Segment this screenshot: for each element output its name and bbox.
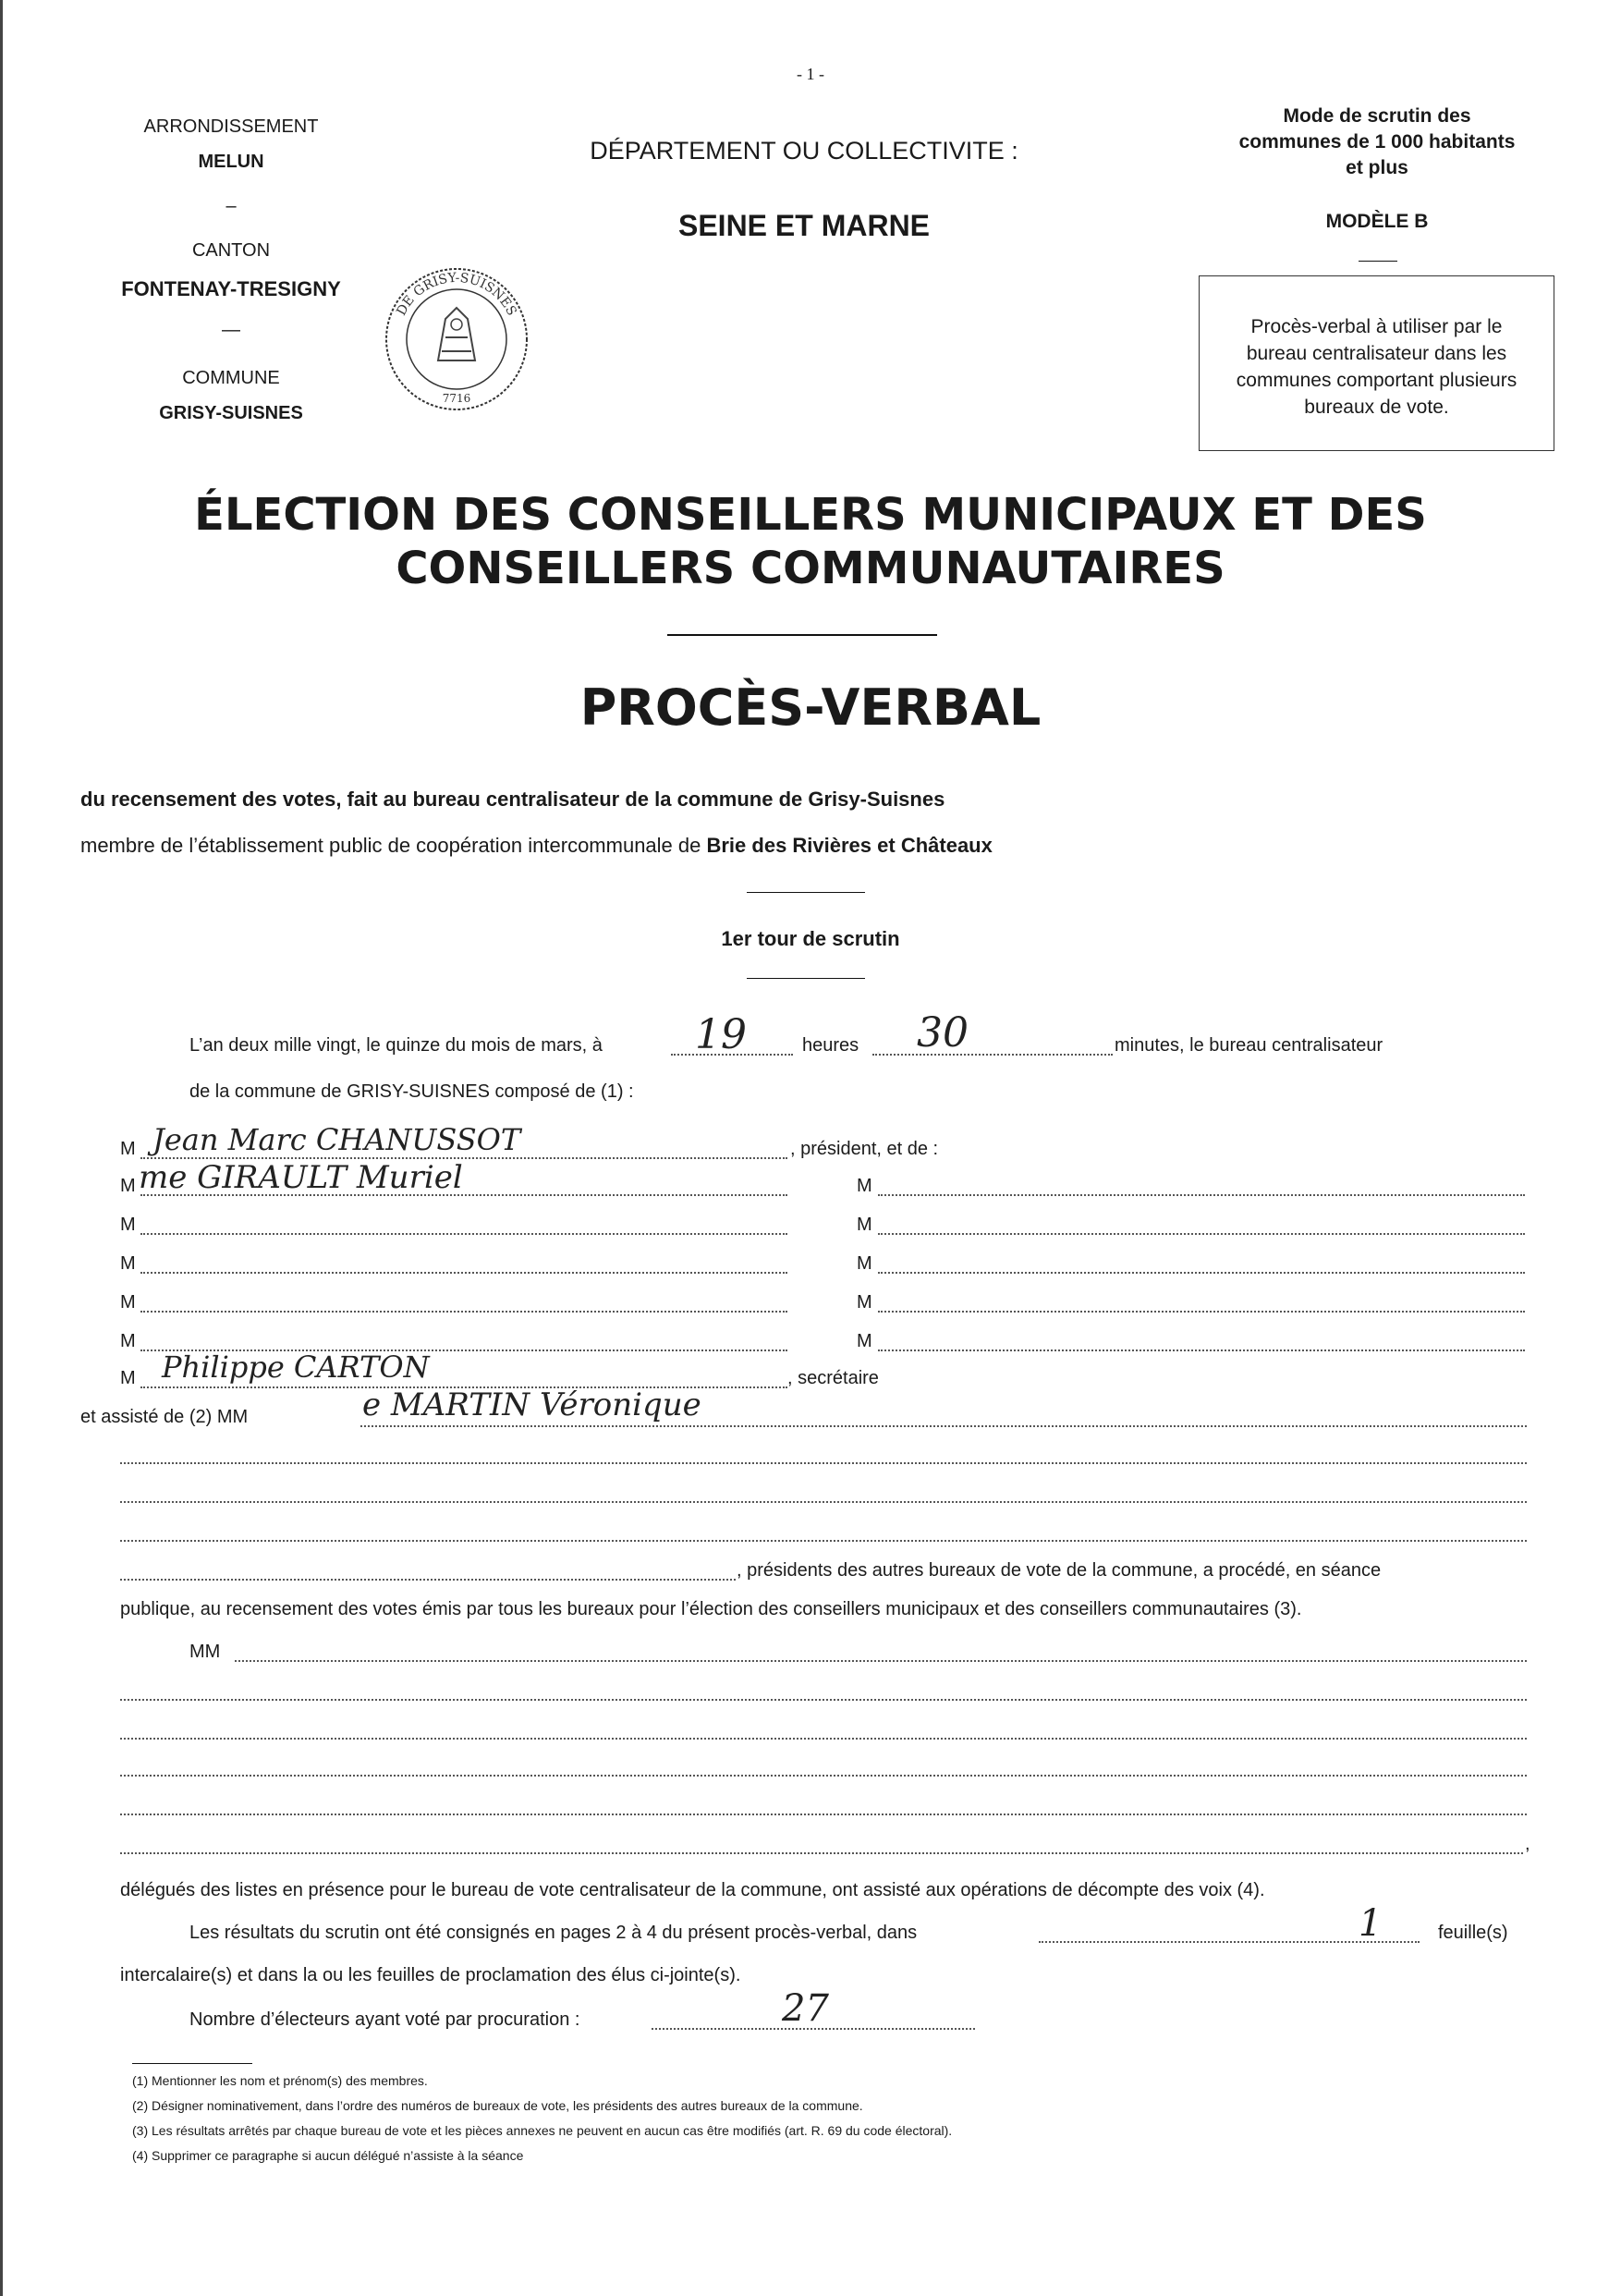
delegues-text: délégués des listes en présence pour le bureau de vote centralisateur de la commune, ont assisté aux opérations de décompte des voix (4). — [120, 1880, 1265, 1900]
member-prefix: M — [857, 1292, 872, 1313]
footnote: (3) Les résultats arrêtés par chaque bureau de vote et les pièces annexes ne peuvent en aucun cas être modifiés (art. R. 69 du code électoral). — [132, 2123, 953, 2138]
intro-text: minutes, le bureau centralisateur — [1115, 1035, 1383, 1056]
member-prefix: M — [120, 1331, 136, 1351]
president-label: , président, et de : — [790, 1139, 939, 1159]
departement-value: SEINE ET MARNE — [677, 209, 931, 242]
box-line: Procès-verbal à utiliser par le — [1250, 316, 1503, 337]
departement-label: DÉPARTEMENT OU COLLECTIVITE : — [590, 137, 1018, 165]
modele-description-box — [1199, 275, 1554, 451]
publique-text: publique, au recensement des votes émis par tous les bureaux pour l’élection des conseillers municipaux et des conseillers communautaires (3). — [120, 1599, 1302, 1619]
assiste-label: et assisté de (2) MM — [80, 1407, 249, 1427]
subtitle-line: du recensement des votes, fait au bureau centralisateur de la commune de Grisy-Suisnes — [80, 788, 945, 811]
mode-scrutin — [1192, 104, 1562, 181]
member-field-line — [140, 1233, 787, 1235]
proces-verbal-title: PROCÈS-VERBAL — [579, 678, 1042, 737]
seal-stamp-icon — [381, 263, 533, 416]
canton-value: FONTENAY-TRESIGNY — [121, 277, 341, 300]
resultats-text: Les résultats du scrutin ont été consignés en pages 2 à 4 du présent procès-verbal, dans — [189, 1923, 918, 1943]
blank-line — [120, 1775, 1527, 1777]
member-prefix: M — [857, 1176, 872, 1196]
heures-label: heures — [802, 1035, 859, 1056]
member-prefix: M — [120, 1292, 136, 1313]
epci-line — [80, 834, 993, 858]
commune-value: GRISY-SUISNES — [159, 403, 303, 423]
seal-number: 7716 — [442, 392, 471, 405]
member-field-line — [878, 1272, 1525, 1274]
feuilles-value: 1 — [1359, 1902, 1383, 1945]
blank-line — [120, 1738, 1527, 1740]
main-title — [0, 488, 1621, 595]
assiste-field-line — [360, 1425, 1527, 1427]
epci-name: Brie des Rivières et Châteaux — [706, 834, 993, 857]
page-number: - 1 - — [797, 65, 824, 83]
box-line: bureaux de vote. — [1304, 397, 1449, 418]
blank-line — [120, 1579, 736, 1581]
blank-line — [120, 1462, 1527, 1464]
footnote: (4) Supprimer ce paragraphe si aucun délégué n’assiste à la séance — [132, 2148, 524, 2163]
box-line: bureau centralisateur dans les — [1246, 343, 1507, 364]
commune-label: COMMUNE — [182, 368, 280, 388]
member-prefix: M — [120, 1215, 136, 1235]
svg-text:DE GRISY-SUISNES — [394, 271, 518, 318]
member-prefix: M — [120, 1253, 136, 1274]
footnote: (2) Désigner nominativement, dans l’ordre des numéros de bureaux de vote, les présidents des autres bureaux de la commune. — [132, 2098, 863, 2113]
footnote-divider — [132, 2063, 252, 2064]
member-field-line — [878, 1350, 1525, 1351]
member-prefix: M — [120, 1368, 136, 1388]
intro-text: L’an deux mille vingt, le quinze du mois de mars, à — [189, 1035, 603, 1056]
blank-line — [120, 1814, 1527, 1815]
member-prefix: M — [857, 1215, 872, 1235]
member-field-line — [140, 1272, 787, 1274]
blank-line — [120, 1852, 1523, 1854]
divider — [747, 892, 865, 893]
member-field-line — [140, 1311, 787, 1313]
feuilles-label: feuille(s) — [1438, 1923, 1508, 1943]
divider — [1359, 261, 1397, 262]
president-name: Jean Marc CHANUSSOT — [152, 1122, 521, 1157]
blank-line — [235, 1660, 1527, 1662]
blank-line — [120, 1501, 1527, 1503]
secretaire-label: , secrétaire — [787, 1368, 879, 1388]
intercalaire-text: intercalaire(s) et dans la ou les feuilles de proclamation des élus ci-jointe(s). — [120, 1965, 741, 1985]
member-prefix: M — [120, 1139, 136, 1159]
separator-dash: – — [225, 196, 237, 216]
blank-line — [120, 1699, 1527, 1701]
seal-text: DE GRISY-SUISNES — [394, 270, 519, 319]
title-line: ÉLECTION DES CONSEILLERS MUNICIPAUX ET DES — [194, 489, 1427, 541]
member-field-line — [878, 1194, 1525, 1196]
tour-label: 1er tour de scrutin — [721, 927, 900, 950]
blank-line — [120, 1540, 1527, 1542]
modele-label: MODÈLE B — [1325, 211, 1429, 232]
assiste-name: e MARTIN Véronique — [362, 1386, 701, 1423]
procuration-label: Nombre d’électeurs ayant voté par procuration : — [189, 2009, 580, 2030]
mode-line: et plus — [1346, 157, 1408, 178]
procuration-value: 27 — [782, 1987, 829, 2030]
arrondissement-value: MELUN — [198, 152, 264, 172]
footnote: (1) Mentionner les nom et prénom(s) des membres. — [132, 2073, 428, 2088]
minutes-value: 30 — [917, 1009, 969, 1056]
presidents-text: , présidents des autres bureaux de vote de la commune, a procédé, en séance — [737, 1560, 1382, 1581]
minutes-field-line — [872, 1054, 1113, 1056]
box-line: communes comportant plusieurs — [1236, 370, 1517, 391]
intro-text: de la commune de GRISY-SUISNES composé de (1) : — [189, 1081, 634, 1102]
separator-dash: — — [222, 320, 240, 340]
member-prefix: M — [857, 1331, 872, 1351]
member-field-line — [878, 1233, 1525, 1235]
scan-edge — [0, 0, 3, 2296]
title-divider — [667, 634, 937, 636]
arrondissement-label: ARRONDISSEMENT — [143, 116, 319, 137]
canton-label: CANTON — [191, 240, 271, 261]
title-line: CONSEILLERS COMMUNAUTAIRES — [396, 543, 1225, 594]
member-prefix: M — [120, 1176, 136, 1196]
mode-line: Mode de scrutin des — [1283, 105, 1471, 127]
secretaire-name: Philippe CARTON — [162, 1350, 430, 1385]
hour-value: 19 — [695, 1011, 747, 1058]
divider — [747, 978, 865, 979]
member-name: me GIRAULT Muriel — [139, 1159, 463, 1196]
member-prefix: M — [857, 1253, 872, 1274]
mm-label: MM — [189, 1642, 221, 1662]
epci-prefix: membre de l’établissement public de coopération intercommunale de — [80, 834, 707, 857]
comma: , — [1525, 1834, 1530, 1854]
mode-line: communes de 1 000 habitants — [1238, 131, 1516, 153]
member-field-line — [878, 1311, 1525, 1313]
